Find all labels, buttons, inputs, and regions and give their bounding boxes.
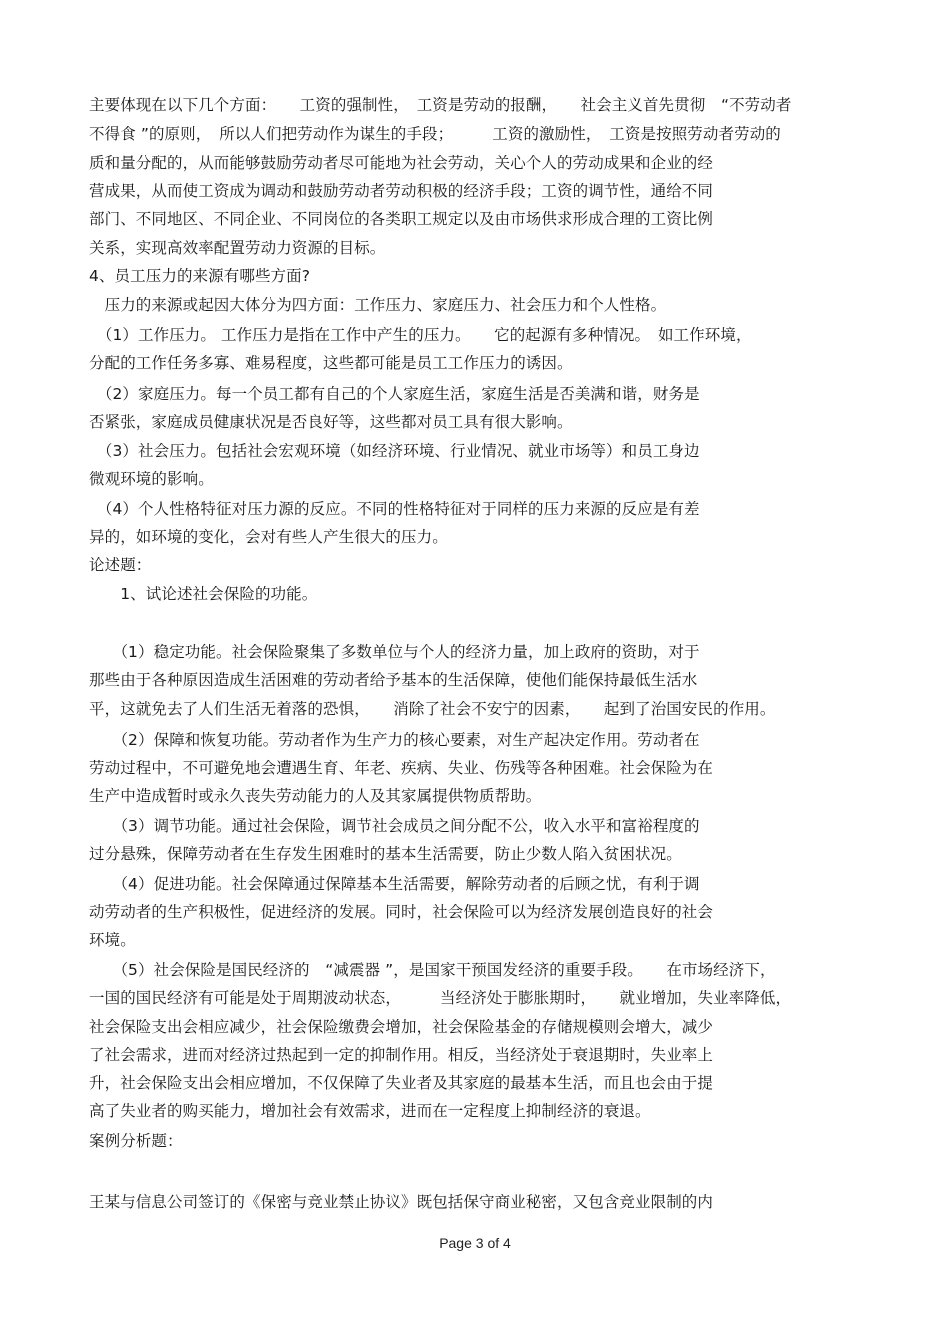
page-number: Page 3 of 4 [439, 1235, 511, 1251]
text-line: 升，社会保险支出会相应增加，不仅保障了失业者及其家庭的最基本生活，而且也会由于提 [89, 1074, 714, 1092]
text-line: 环境。 [89, 931, 136, 949]
text-line: 压力的来源或起因大体分为四方面：工作压力、家庭压力、社会压力和个人性格。 [89, 296, 667, 314]
text-line: （5）社会保险是国民经济的 “减震器 ”，是国家干预国发经济的重要手段。 在市场经济下， [89, 961, 776, 979]
section-heading: 论述题： [89, 556, 152, 574]
text-line: 异的，如环境的变化，会对有些人产生很大的压力。 [89, 528, 448, 546]
text-line: （3）社会压力。包括社会宏观环境（如经济环境、行业情况、就业市场等）和员工身边 [89, 442, 700, 460]
text-line: 生产中造成暂时或永久丧失劳动能力的人及其家属提供物质帮助。 [89, 787, 542, 805]
text-line: 不得食 ”的原则， 所以人们把劳动作为谋生的手段； 工资的激励性， 工资是按照劳动者劳动的 [89, 125, 781, 143]
text-line: 否紧张，家庭成员健康状况是否良好等，这些都对员工具有很大影响。 [89, 413, 573, 431]
text-line: 动劳动者的生产积极性，促进经济的发展。同时，社会保险可以为经济发展创造良好的社会 [89, 903, 714, 921]
text-line: 部门、不同地区、不同企业、不同岗位的各类职工规定以及由市场供求形成合理的工资比例 [89, 210, 714, 228]
text-line: 关系，实现高效率配置劳动力资源的目标。 [89, 239, 386, 257]
text-line: 王某与信息公司签订的《保密与竞业禁止协议》既包括保守商业秘密，又包含竞业限制的内 [89, 1193, 714, 1211]
text-line: （4）促进功能。社会保障通过保障基本生活需要，解除劳动者的后顾之忧，有利于调 [89, 875, 700, 893]
text-line: 分配的工作任务多寡、难易程度，这些都可能是员工工作压力的诱因。 [89, 354, 573, 372]
text-line: 营成果，从而使工资成为调动和鼓励劳动者劳动积极的经济手段；工资的调节性，通给不同 [89, 182, 714, 200]
text-line: 过分悬殊，保障劳动者在生存发生困难时的基本生活需要，防止少数人陷入贫困状况。 [89, 845, 682, 863]
text-line: 一国的国民经济有可能是处于周期波动状态， 当经济处于膨胀期时， 就业增加，失业率降低， [89, 989, 792, 1007]
text-line: 了社会需求，进而对经济过热起到一定的抑制作用。相反，当经济处于衰退期时，失业率上 [89, 1046, 714, 1064]
text-line: 微观环境的影响。 [89, 470, 214, 488]
text-line: 主要体现在以下几个方面： 工资的强制性， 工资是劳动的报酬， 社会主义首先贯彻 “不劳动者 [89, 96, 792, 114]
section-heading: 4、员工压力的来源有哪些方面? [89, 267, 311, 285]
text-line: （3）调节功能。通过社会保险，调节社会成员之间分配不公，收入水平和富裕程度的 [89, 817, 700, 835]
text-line: 平，这就免去了人们生活无着落的恐惧， 消除了社会不安宁的因素， 起到了治国安民的作用。 [89, 700, 776, 718]
text-line: 劳动过程中，不可避免地会遭遇生育、年老、疾病、失业、伤残等各种困难。社会保险为在 [89, 759, 714, 777]
text-line: （2）家庭压力。每一个员工都有自己的个人家庭生活，家庭生活是否美满和谐，财务是 [89, 385, 700, 403]
section-heading: 案例分析题： [89, 1132, 183, 1150]
text-line: 高了失业者的购买能力，增加社会有效需求，进而在一定程度上抑制经济的衰退。 [89, 1102, 651, 1120]
text-line: （1）工作压力。 工作压力是指在工作中产生的压力。 它的起源有多种情况。 如工作环境， [89, 326, 752, 344]
text-line: （1）稳定功能。社会保险聚集了多数单位与个人的经济力量，加上政府的资助，对于 [89, 643, 700, 661]
text-line: 质和量分配的，从而能够鼓励劳动者尽可能地为社会劳动，关心个人的劳动成果和企业的经 [89, 154, 714, 172]
text-line: 那些由于各种原因造成生活困难的劳动者给予基本的生活保障，使他们能保持最低生活水 [89, 671, 698, 689]
text-line: （2）保障和恢复功能。劳动者作为生产力的核心要素，对生产起决定作用。劳动者在 [89, 731, 700, 749]
text-line: 社会保险支出会相应减少，社会保险缴费会增加，社会保险基金的存储规模则会增大，减少 [89, 1018, 714, 1036]
question-heading: 1、试论述社会保险的功能。 [89, 585, 318, 603]
text-line: （4）个人性格特征对压力源的反应。不同的性格特征对于同样的压力来源的反应是有差 [89, 500, 700, 518]
